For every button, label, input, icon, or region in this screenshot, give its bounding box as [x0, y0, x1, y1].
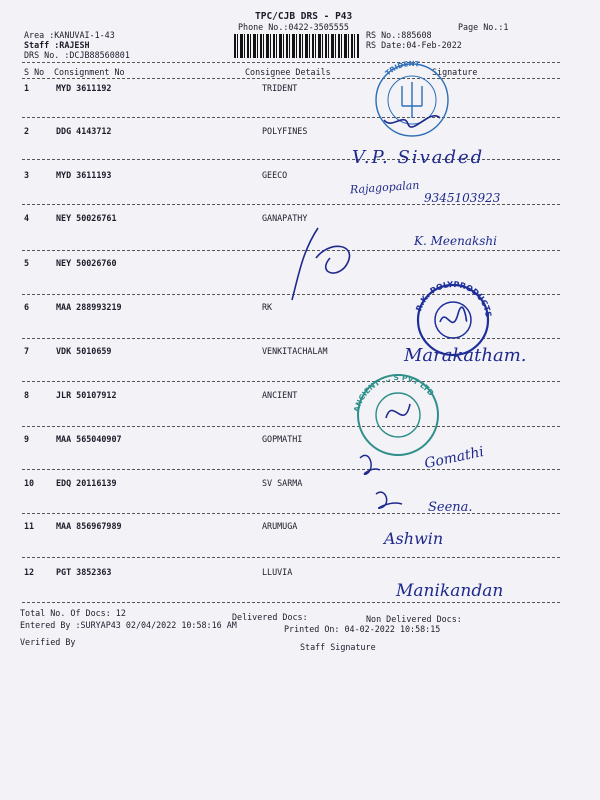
- table-row: [0, 302, 600, 316]
- table-row: [0, 170, 600, 184]
- row-consignment: MAA 288993219: [56, 302, 122, 312]
- divider: [22, 78, 560, 79]
- rs-number: RS No.:885608: [366, 30, 432, 40]
- trident-stamp-text: TRIDENT: [383, 59, 421, 78]
- table-row: [0, 434, 600, 448]
- handwritten-signature: Rajagopalan: [349, 178, 420, 197]
- signature-mark: [360, 455, 380, 474]
- row-consignment: PGT 3852363: [56, 567, 112, 577]
- row-consignee: TRIDENT: [262, 83, 298, 93]
- row-sno: 7: [24, 346, 30, 356]
- divider: [22, 294, 560, 295]
- row-consignment: MAA 565040907: [56, 434, 122, 444]
- row-consignee: GOPMATHI: [262, 434, 303, 444]
- table-row: [0, 521, 600, 535]
- divider: [22, 602, 560, 603]
- table-row: [0, 258, 600, 272]
- drs-number: DRS No. :DCJB88560801: [24, 50, 130, 60]
- row-consignment: MAA 856967989: [56, 521, 122, 531]
- table-row: [0, 126, 600, 140]
- divider: [22, 250, 560, 251]
- signature-mark: [376, 492, 402, 508]
- row-sno: 8: [24, 390, 30, 400]
- col-sno: S No: [24, 67, 45, 77]
- divider: [22, 469, 560, 470]
- table-row: [0, 213, 600, 227]
- entered-by: Entered By :SURYAP43 02/04/2022 10:58:16 AM: [20, 620, 237, 630]
- row-sno: 9: [24, 434, 30, 444]
- col-signature: Signature: [432, 67, 478, 77]
- handwritten-signature: K. Meenakshi: [414, 234, 497, 248]
- handwritten-signature: Manikandan: [396, 581, 504, 601]
- handwritten-signature: Gomathi: [422, 443, 486, 473]
- divider: [22, 513, 560, 514]
- divider: [22, 557, 560, 558]
- divider: [22, 338, 560, 339]
- staff-label: Staff :RAJESH: [24, 40, 90, 50]
- delivered-docs: Delivered Docs:: [232, 612, 308, 622]
- handwritten-signature: Ashwin: [384, 529, 444, 548]
- row-sno: 6: [24, 302, 30, 312]
- area-label: Area :KANUVAI-1-43: [24, 30, 115, 40]
- divider: [22, 62, 560, 63]
- row-consignee: ARUMUGA: [262, 521, 298, 531]
- row-consignee: LLUVIA: [262, 567, 293, 577]
- col-consignee: Consignee Details: [245, 67, 331, 77]
- handwritten-signature: Marakatham.: [404, 345, 527, 366]
- row-sno: 3: [24, 170, 30, 180]
- row-consignment: JLR 50107912: [56, 390, 117, 400]
- ancient-stamp-text: ANCIENT ... S PVT LTD: [351, 372, 436, 414]
- handwritten-signature: Seena.: [428, 500, 473, 515]
- row-consignee: RK: [262, 302, 273, 312]
- table-row: [0, 83, 600, 97]
- barcode: [234, 34, 359, 58]
- row-sno: 11: [24, 521, 35, 531]
- verified-by: Verified By: [20, 637, 76, 647]
- row-consignment: MYD 3611192: [56, 83, 112, 93]
- row-sno: 4: [24, 213, 30, 223]
- row-consignment: VDK 5010659: [56, 346, 112, 356]
- divider: [22, 381, 560, 382]
- row-consignee: GANAPATHY: [262, 213, 308, 223]
- row-sno: 5: [24, 258, 30, 268]
- row-sno: 12: [24, 567, 35, 577]
- non-delivered-docs: Non Delivered Docs:: [366, 614, 462, 624]
- doc-title: TPC/CJB DRS - P43: [255, 11, 353, 22]
- table-row: [0, 478, 600, 492]
- total-docs: Total No. Of Docs: 12: [20, 608, 126, 618]
- row-consignment: EDQ 20116139: [56, 478, 117, 488]
- table-row: [0, 567, 600, 581]
- phone-number: Phone No.:0422-3505555: [238, 22, 349, 32]
- divider: [22, 426, 560, 427]
- staff-signature: Staff Signature: [300, 642, 376, 652]
- rs-date: RS Date:04-Feb-2022: [366, 40, 462, 50]
- row-consignment: MYD 3611193: [56, 170, 112, 180]
- divider: [22, 117, 560, 118]
- row-sno: 10: [24, 478, 35, 488]
- row-consignment: NEY 50026760: [56, 258, 117, 268]
- row-consignment: NEY 50026761: [56, 213, 117, 223]
- table-row: [0, 390, 600, 404]
- row-consignment: DDG 4143712: [56, 126, 112, 136]
- printed-on: Printed On: 04-02-2022 10:58:15: [284, 624, 441, 634]
- page-number: Page No.:1: [458, 22, 509, 32]
- row-consignee: VENKITACHALAM: [262, 346, 328, 356]
- row-sno: 2: [24, 126, 30, 136]
- handwritten-signature: V.P. Sivaded: [352, 147, 485, 168]
- col-consignment: Consignment No: [54, 67, 125, 77]
- handwritten-signature: 9345103923: [424, 191, 501, 205]
- row-consignee: GEECO: [262, 170, 288, 180]
- row-consignee: POLYFINES: [262, 126, 308, 136]
- row-sno: 1: [24, 83, 30, 93]
- rk-stamp-text: R.K. POLYPRODUCTS: [414, 279, 493, 318]
- row-consignee: ANCIENT: [262, 390, 298, 400]
- row-consignee: SV SARMA: [262, 478, 303, 488]
